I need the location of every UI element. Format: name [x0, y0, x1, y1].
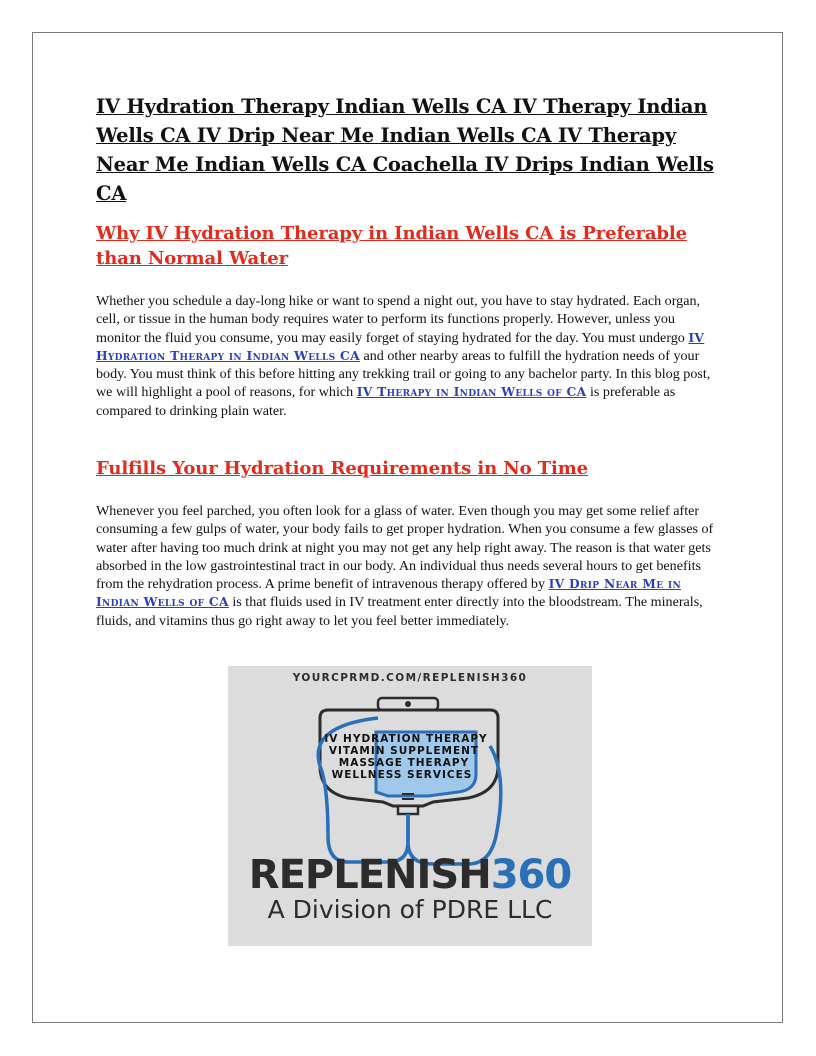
page-title: IV Hydration Therapy Indian Wells CA IV Therapy Indian Wells CA IV Drip Near Me Indian Wells CA IV Therapy Near Me Indian Wells CA Coachella IV Drips Indian Wells CA	[96, 95, 714, 205]
service-line-1: IV HYDRATION THERAPY	[324, 733, 488, 745]
paragraph-why	[96, 292, 716, 420]
logo-graphic	[228, 666, 592, 946]
text-segment: Whenever you feel parched, you often look for a glass of water. Even though you may get some relief after consuming a few gulps of water, your body fails to get proper hydration. When you consume a few glasses of water after having too much drink at night you may not get any help right away. The reason is that water gets absorbed in the low gastrointestinal tract in our body. An individual thus needs several hours to get benefits from the rehydration process. A prime benefit of intravenous therapy offered by	[96, 503, 714, 593]
service-line-2: VITAMIN SUPPLEMENT	[328, 745, 480, 757]
link-iv-drip-near-me[interactable]: IV Drip Near Me in Indian Wells of CA	[96, 576, 681, 610]
text-segment: is preferable as compared to drinking plain water.	[96, 384, 676, 419]
brand-number: 360	[490, 852, 572, 898]
brand-tagline: A Division of PDRE LLC	[267, 895, 553, 924]
logo-url-text: YOURCPRMD.COM/REPLENISH360	[292, 672, 528, 684]
brand-name	[249, 852, 571, 898]
replenish360-logo-image	[228, 666, 592, 946]
link-iv-hydration-therapy[interactable]: IV Hydration Therapy in Indian Wells CA	[96, 329, 705, 363]
link-iv-therapy-indian-wells[interactable]: IV Therapy in Indian Wells of CA	[356, 384, 587, 400]
service-line-4: WELLNESS SERVICES	[331, 769, 473, 781]
paragraph-fulfills	[96, 502, 716, 630]
text-segment: is that fluids used in IV treatment enter directly into the bloodstream. The minerals, fluids, and vitamins thus go right away to let you feel better immediately.	[96, 594, 703, 629]
text-segment: and other nearby areas to fulfill the hydration needs of your body. You must think of this before hitting any trekking trail or going to any bachelor party. In this blog post, we will highlight a pool of reasons, for which	[96, 347, 711, 401]
service-line-3: MASSAGE THERAPY	[338, 757, 470, 769]
brand-word: REPLENISH	[248, 852, 491, 898]
section-heading-why: Why IV Hydration Therapy in Indian Wells CA is Preferable than Normal Water	[96, 223, 687, 269]
section-heading-fulfills: Fulfills Your Hydration Requirements in No Time	[96, 458, 588, 479]
text-segment: Whether you schedule a day-long hike or want to spend a night out, you have to stay hydrated. Each organ, cell, or tissue in the human body requires water to perform its functions properly. However, unless you monitor the fluid you consume, you may easily forget of staying hydrated for the day. You must undergo	[96, 293, 701, 346]
